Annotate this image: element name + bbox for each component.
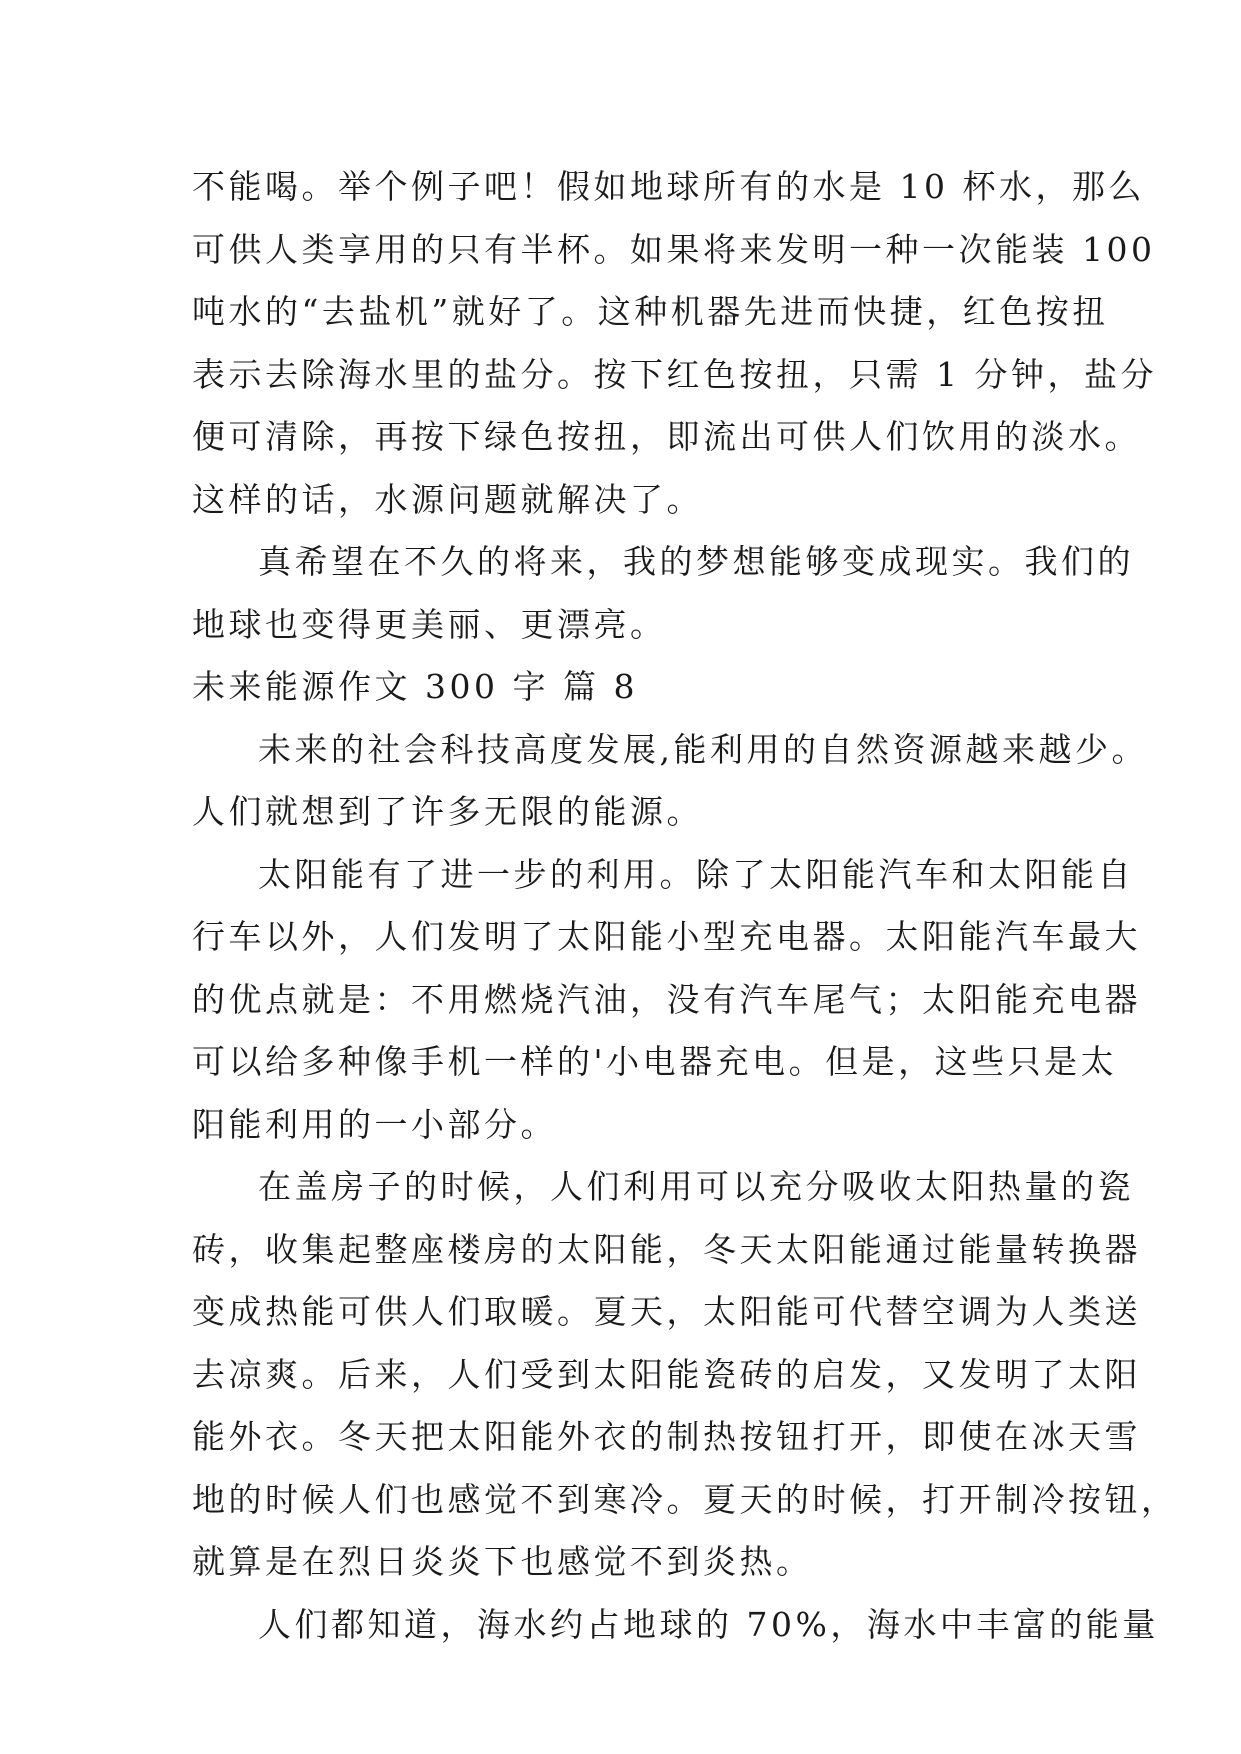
- text-line: 去凉爽。后来，人们受到太阳能瓷砖的启发，又发明了太阳: [192, 1354, 1141, 1394]
- text-line: 的优点就是：不用燃烧汽油，没有汽车尾气；太阳能充电器: [192, 979, 1141, 1019]
- document-body: [192, 156, 1178, 1656]
- text-line: 能外衣。冬天把太阳能外衣的制热按钮打开，即使在冰天雪: [192, 1417, 1141, 1456]
- text-line: 未来能源作文 300 字 篇 8: [192, 667, 638, 706]
- text-line: 吨水的“去盐机”就好了。这种机器先进而快捷，红色按扭: [192, 292, 1109, 331]
- text-line: 表示去除海水里的盐分。按下红色按扭，只需 1 分钟，盐分: [192, 354, 1157, 394]
- text-line: 便可清除，再按下绿色按扭，即流出可供人们饮用的淡水。: [192, 417, 1141, 456]
- paragraph-first-line: 人们都知道，海水约占地球的 70%，海水中丰富的能量: [258, 1604, 1159, 1644]
- text-line: 地球也变得更美丽、更漂亮。: [192, 604, 667, 644]
- paragraph-first-line: 未来的社会科技高度发展,能利用的自然资源越来越少。: [258, 729, 1148, 769]
- text-line: 阳能利用的一小部分。: [192, 1104, 557, 1144]
- text-line: 行车以外，人们发明了太阳能小型充电器。太阳能汽车最大: [192, 917, 1141, 956]
- text-line: 人们就想到了许多无限的能源。: [192, 792, 703, 831]
- paragraph-first-line: 真希望在不久的将来，我的梦想能够变成现实。我们的: [258, 542, 1134, 581]
- text-line: 地的时候人们也感觉不到寒冷。夏天的时候，打开制冷按钮，: [192, 1479, 1178, 1519]
- text-line: 就算是在烈日炎炎下也感觉不到炎热。: [192, 1542, 813, 1581]
- text-line: 不能喝。举个例子吧！假如地球所有的水是 10 杯水，那么: [192, 167, 1145, 206]
- text-line: 可供人类享用的只有半杯。如果将来发明一种一次能装 100: [192, 229, 1156, 269]
- text-line: 这样的话，水源问题就解决了。: [192, 479, 703, 519]
- text-line: 可以给多种像手机一样的'小电器充电。但是，这些只是太: [192, 1042, 1118, 1081]
- paragraph-first-line: 在盖房子的时候，人们利用可以充分吸收太阳热量的瓷: [258, 1167, 1134, 1206]
- text-line: 变成热能可供人们取暖。夏天，太阳能可代替空调为人类送: [192, 1292, 1141, 1331]
- text-line: 砖，收集起整座楼房的太阳能，冬天太阳能通过能量转换器: [192, 1229, 1141, 1269]
- paragraph-first-line: 太阳能有了进一步的利用。除了太阳能汽车和太阳能自: [258, 854, 1134, 894]
